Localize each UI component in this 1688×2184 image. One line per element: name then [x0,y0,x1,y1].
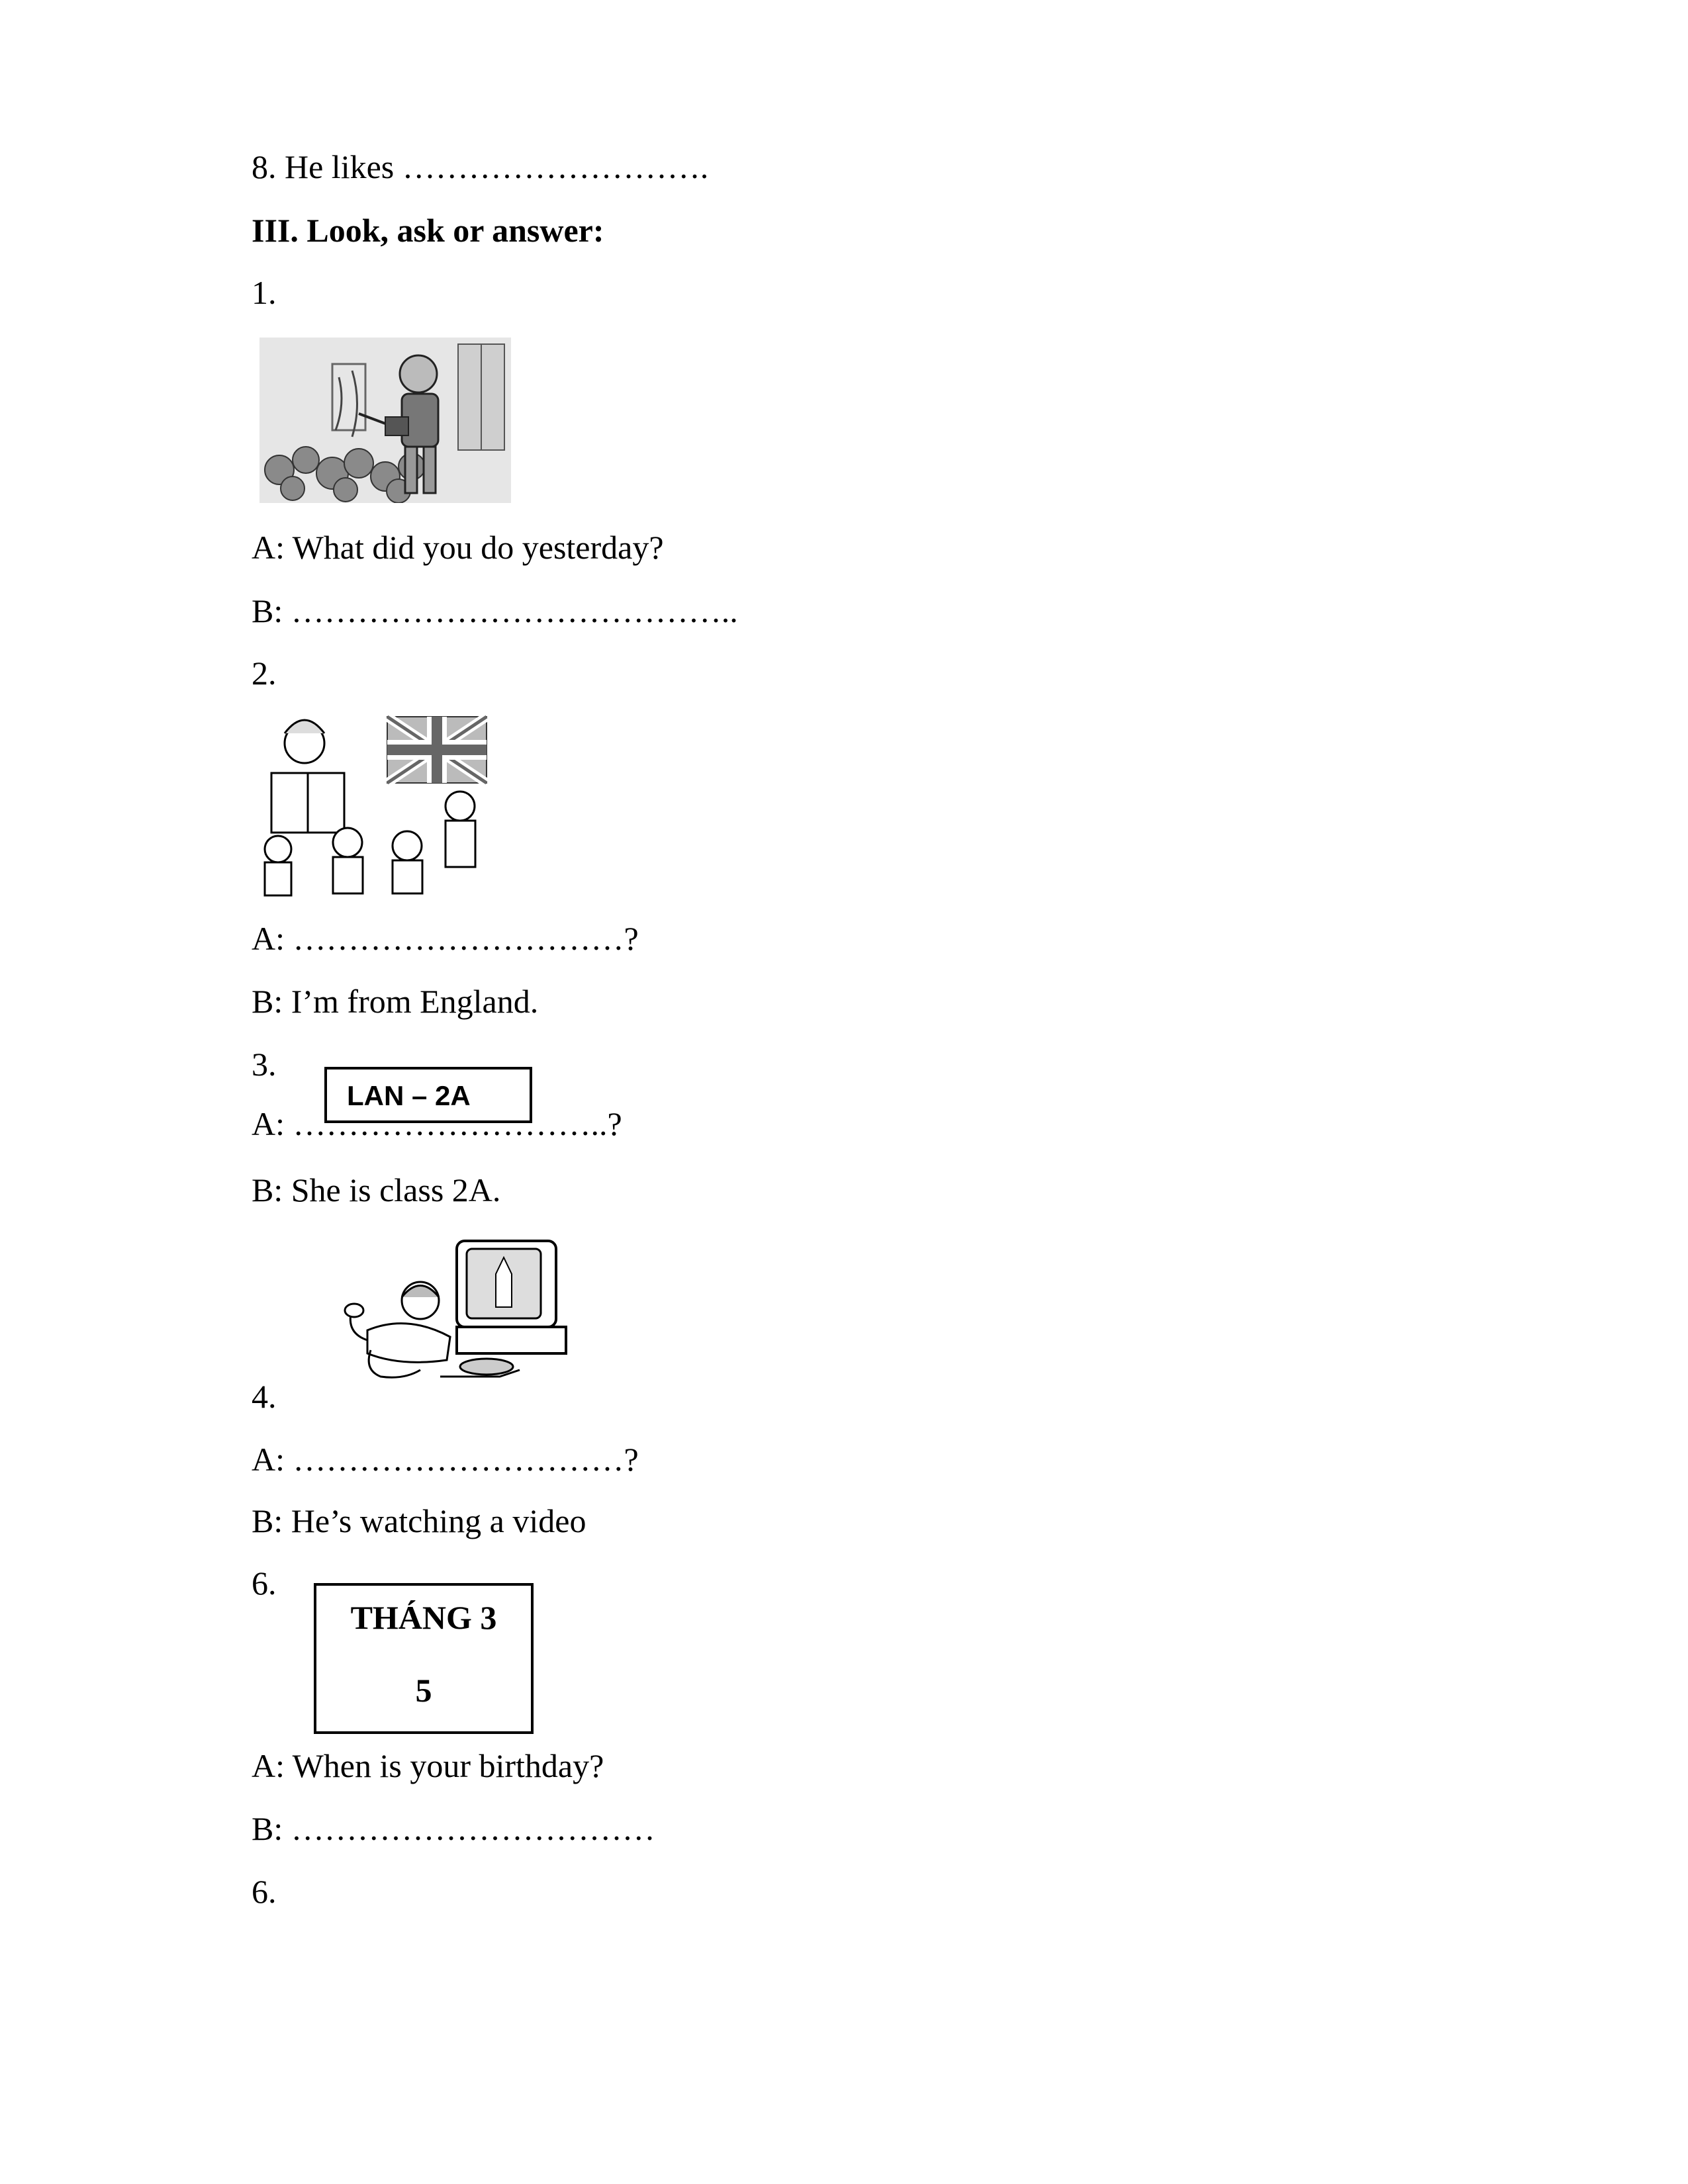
question-8: 8. He likes ………………………. [252,148,709,185]
item-number-4: 4. [252,1378,277,1415]
item-number-1: 1. [252,274,277,311]
question-2-a: A: …………………………? [252,920,639,957]
question-1-a: A: What did you do yesterday? [252,529,664,566]
item-number-2: 2. [252,655,277,692]
question-6-a: A: When is your birthday? [252,1747,604,1784]
name-class-label: LAN – 2A [347,1080,471,1111]
birthday-month: THÁNG 3 [350,1599,497,1636]
question-3-b: B: She is class 2A. [252,1171,501,1208]
item-number-6: 6. [252,1565,277,1602]
item-number-6-second: 6. [252,1873,277,1910]
teacher-children-uk-flag-image [255,713,493,902]
question-3-a: A: ………………………..? [252,1105,622,1142]
boy-watering-flowers-image [259,338,511,503]
question-1-b: B: ………………………………….. [252,592,738,629]
question-6-b: B: …………………………… [252,1810,655,1847]
question-4-b: B: He’s watching a video [252,1502,586,1539]
section-heading: III. Look, ask or answer: [252,212,604,249]
item-number-3: 3. [252,1046,277,1083]
birthday-day: 5 [415,1672,432,1709]
question-2-b: B: I’m from England. [252,983,539,1020]
question-4-a: A: …………………………? [252,1441,639,1478]
birthday-date-box [314,1583,534,1734]
boy-watching-tv-image [341,1234,569,1400]
